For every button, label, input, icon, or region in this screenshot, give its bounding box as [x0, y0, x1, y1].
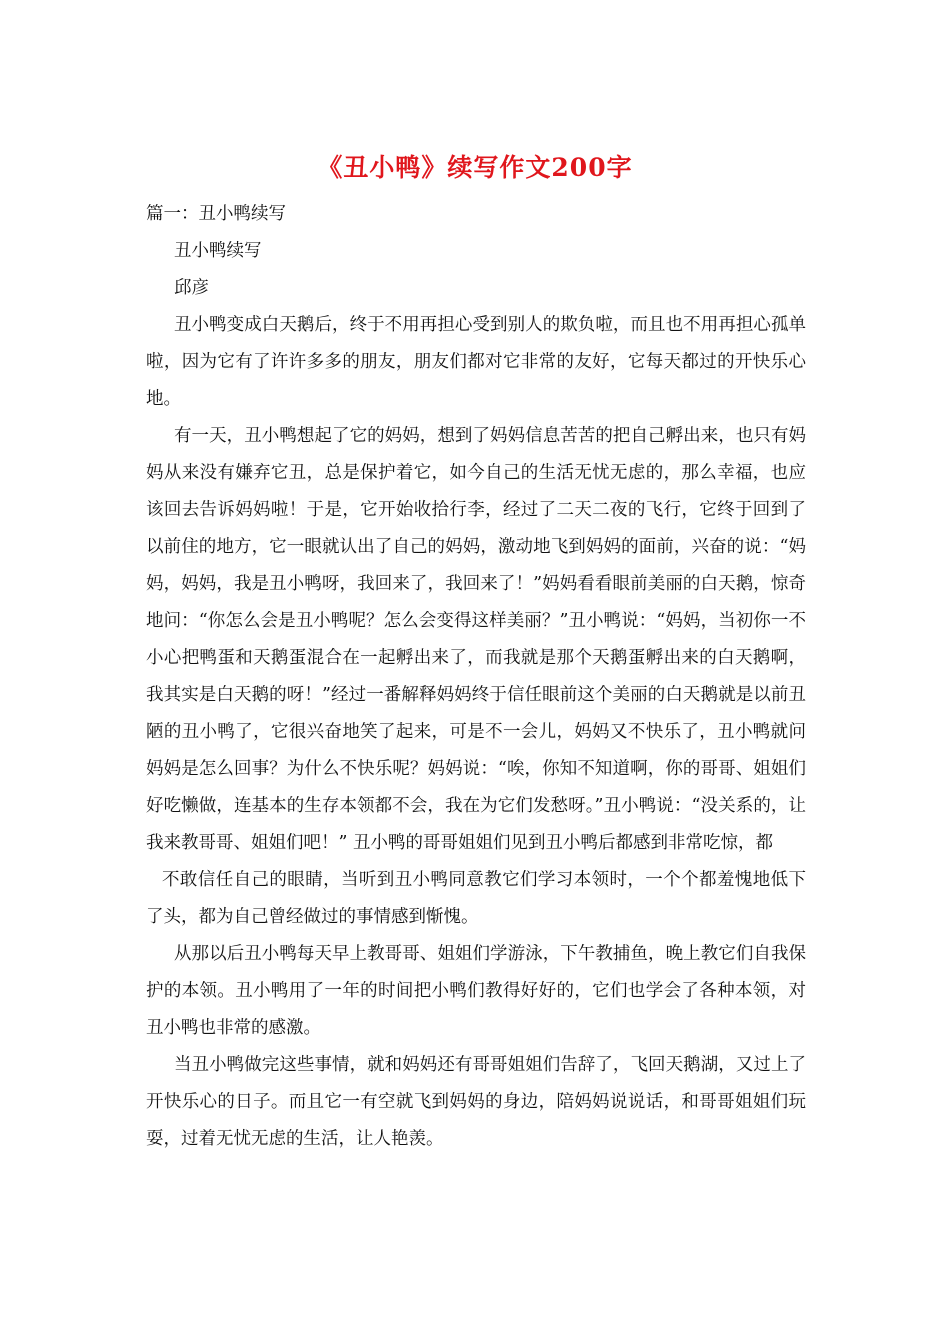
paragraph-1: 丑小鸭变成白天鹅后，终于不用再担心受到别人的欺负啦，而且也不用再担心孤单啦，因为它有了许许多多的朋友，朋友们都对它非常的友好，它每天都过的开快乐心地。: [146, 315, 806, 409]
essay-subtitle: 丑小鸭续写: [174, 241, 262, 261]
document-title: 《丑小鸭》续写作文200字: [317, 153, 633, 182]
section-heading: 篇一：丑小鸭续写: [146, 204, 286, 224]
document-body: [146, 196, 806, 1158]
paragraph-2: 有一天，丑小鸭想起了它的妈妈，想到了妈妈信息苦苦的把自己孵出来，也只有妈妈从来没有嫌弃它丑，总是保护着它，如今自己的生活无忧无虑的，那么幸福，也应该回去告诉妈妈啦！于是，它开始收拾行李，经过了二天二夜的飞行，它终于回到了以前住的地方，它一眼就认出了自己的妈妈，激动地飞到妈妈的面前，兴奋的说：“妈妈，妈妈，我是丑小鸭呀，我回来了，我回来了！”妈妈看看眼前美丽的白天鹅，惊奇地问：“你怎么会是丑小鸭呢？怎么会变得这样美丽？”丑小鸭说：“妈妈，当初你一不小心把鸭蛋和天鹅蛋混合在一起孵出来了，而我就是那个天鹅蛋孵出来的白天鹅啊，我其实是白天鹅的呀！”经过一番解释妈妈终于信任眼前这个美丽的白天鹅就是以前丑陋的丑小鸭了，它很兴奋地笑了起来，可是不一会儿，妈妈又不快乐了，丑小鸭就问妈妈是怎么回事？为什么不快乐呢？妈妈说：“唉，你知不知道啊，你的哥哥、姐姐们好吃懒做，连基本的生存本领都不会，我在为它们发愁呀。”丑小鸭说：“没关系的，让我来教哥哥、姐姐们吧！” 丑小鸭的哥哥姐姐们见到丑小鸭后都感到非常吃惊，都: [146, 426, 806, 853]
paragraph-5: 当丑小鸭做完这些事情，就和妈妈还有哥哥姐姐们告辞了，飞回天鹅湖，又过上了开快乐心的日子。而且它一有空就飞到妈妈的身边，陪妈妈说说话，和哥哥姐姐们玩耍，过着无忧无虑的生活，让人艳羡。: [146, 1055, 806, 1149]
paragraph-4: 从那以后丑小鸭每天早上教哥哥、姐姐们学游泳，下午教捕鱼，晚上教它们自我保护的本领。丑小鸭用了一年的时间把小鸭们教得好好的，它们也学会了各种本领，对丑小鸭也非常的感激。: [146, 944, 806, 1038]
paragraph-3: 不敢信任自己的眼睛，当听到丑小鸭同意教它们学习本领时，一个个都羞愧地低下了头，都为自己曾经做过的事情感到惭愧。: [146, 870, 806, 927]
essay-author: 邱彦: [174, 278, 209, 298]
